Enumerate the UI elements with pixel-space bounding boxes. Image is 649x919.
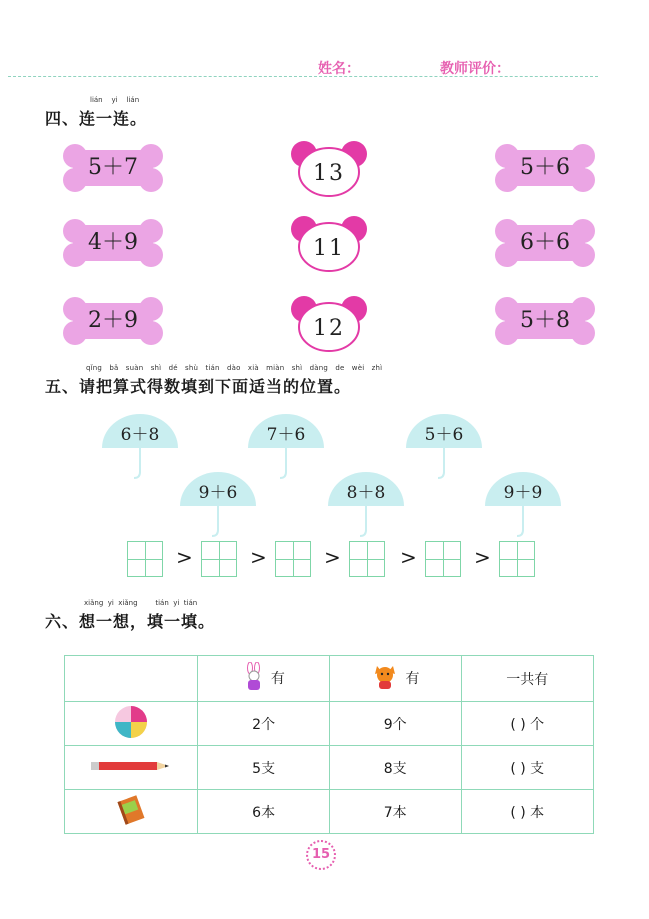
pinyin: qǐng bǎ suàn shì dé shù tián dào xià miàn shì dàng de wèi zhì	[86, 364, 383, 372]
table-row	[65, 702, 594, 746]
umbrella-expression: 8＋8	[346, 483, 386, 503]
pencil-icon	[65, 746, 198, 790]
bone-expression: 5＋6	[520, 155, 570, 180]
answer-box[interactable]	[127, 541, 163, 577]
greater-than-sign: >	[250, 545, 267, 569]
page-number: 15	[306, 840, 336, 870]
umbrella-card[interactable]	[100, 414, 180, 480]
cat-icon	[371, 662, 401, 696]
total-blank[interactable]: ( ) 本	[461, 790, 593, 834]
bone-card[interactable]	[63, 144, 163, 192]
rabbit-count: 5支	[198, 746, 330, 790]
bear-card[interactable]	[290, 213, 368, 273]
umbrella-expression: 7＋6	[266, 425, 306, 445]
cat-count: 7本	[329, 790, 461, 834]
bone-card[interactable]	[495, 144, 595, 192]
table-corner	[65, 656, 198, 702]
umbrella-card[interactable]	[246, 414, 326, 480]
umbrella-card[interactable]	[483, 472, 563, 538]
table-row	[65, 746, 594, 790]
bone-card[interactable]	[495, 219, 595, 267]
section-6-title: 六、想一想，填一填。	[45, 612, 216, 631]
answer-box[interactable]	[349, 541, 385, 577]
cat-count: 9个	[329, 702, 461, 746]
pinyin: xiǎng yi xiǎng tián yi tián	[84, 599, 198, 607]
table-row	[65, 790, 594, 834]
fill-in-table	[64, 655, 594, 834]
umbrella-expression: 6＋8	[120, 425, 160, 445]
bone-expression: 2＋9	[88, 308, 138, 333]
umbrella-card[interactable]	[178, 472, 258, 538]
greater-than-sign: >	[324, 545, 341, 569]
bear-card[interactable]	[290, 138, 368, 198]
rabbit-count: 2个	[198, 702, 330, 746]
total-blank[interactable]: ( ) 个	[461, 702, 593, 746]
ball-icon	[65, 702, 198, 746]
cat-count: 8支	[329, 746, 461, 790]
bone-card[interactable]	[63, 219, 163, 267]
section-4-title: 四、连一连。	[45, 109, 148, 128]
umbrella-card[interactable]	[326, 472, 406, 538]
answer-box[interactable]	[425, 541, 461, 577]
bone-expression: 5＋8	[520, 308, 570, 333]
name-label: 姓名：	[318, 61, 360, 77]
answer-box[interactable]	[499, 541, 535, 577]
bear-number: 11	[313, 236, 345, 261]
header-divider	[8, 76, 598, 77]
rabbit-header: 有	[198, 656, 330, 702]
bear-number: 12	[313, 316, 345, 341]
bone-card[interactable]	[495, 297, 595, 345]
cat-header: 有	[329, 656, 461, 702]
umbrella-expression: 9＋9	[503, 483, 543, 503]
book-icon	[65, 790, 198, 834]
umbrella-card[interactable]	[404, 414, 484, 480]
bear-card[interactable]	[290, 293, 368, 353]
rabbit-icon	[242, 662, 266, 696]
bone-expression: 5＋7	[88, 155, 138, 180]
total-header: 一共有	[461, 656, 593, 702]
greater-than-sign: >	[474, 545, 491, 569]
umbrella-expression: 5＋6	[424, 425, 464, 445]
greater-than-sign: >	[176, 545, 193, 569]
section-5-title: 五、请把算式得数填到下面适当的位置。	[45, 377, 352, 396]
bear-number: 13	[313, 161, 345, 186]
answer-box[interactable]	[275, 541, 311, 577]
bone-expression: 6＋6	[520, 230, 570, 255]
total-blank[interactable]: ( ) 支	[461, 746, 593, 790]
greater-than-sign: >	[400, 545, 417, 569]
bone-expression: 4＋9	[88, 230, 138, 255]
answer-box[interactable]	[201, 541, 237, 577]
pinyin: lián yi lián	[90, 96, 140, 104]
rabbit-count: 6本	[198, 790, 330, 834]
teacher-evaluation-label: 教师评价：	[440, 61, 510, 77]
bone-card[interactable]	[63, 297, 163, 345]
umbrella-expression: 9＋6	[198, 483, 238, 503]
